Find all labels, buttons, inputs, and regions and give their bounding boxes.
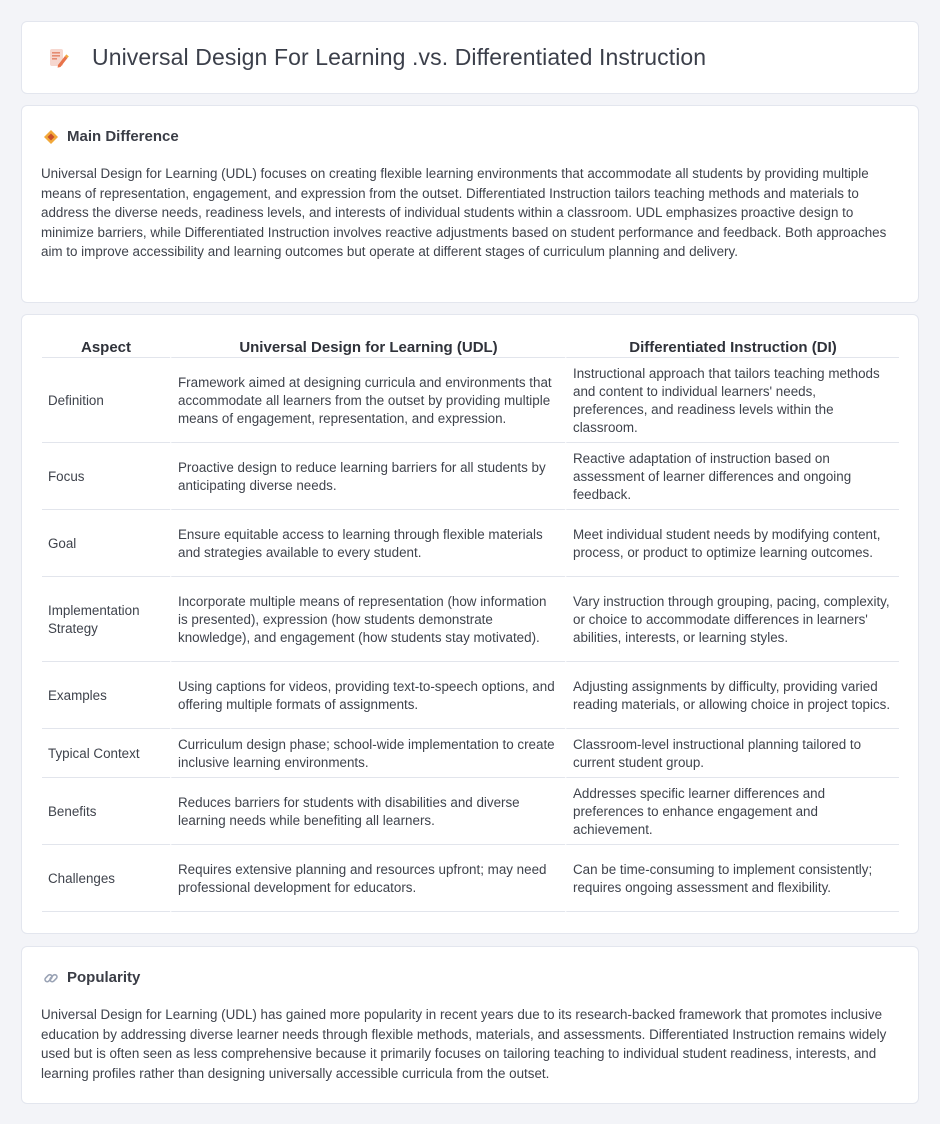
link-icon (43, 970, 59, 986)
row-aspect: Challenges (42, 845, 170, 912)
table-row (42, 778, 899, 845)
popularity-text: Universal Design for Learning (UDL) has gained more popularity in recent years due to its research-backed framework that promotes inclusive education by addressing diverse learner needs through flexible methods, materials, and assessments. Differentiated Instruction remains widely used but is often seen as less comprehensive because it primarily focuses on tailoring teaching to individual student readiness, interests, and learning profiles rather than designing universally accessible curricula from the outset. (41, 1007, 887, 1081)
popularity-header (43, 969, 140, 986)
diamond-icon (43, 129, 59, 145)
row-di: Meet individual student needs by modifying content, process, or product to optimize learning outcomes. (565, 510, 899, 577)
row-di: Classroom-level instructional planning tailored to current student group. (565, 729, 899, 778)
title-row (47, 44, 706, 71)
row-udl: Framework aimed at designing curricula and environments that accommodate all learners from the outset by providing multiple means of engagement, representation, and expression. (170, 358, 565, 443)
table-row (42, 577, 899, 662)
row-di: Vary instruction through grouping, pacing, complexity, or choice to accommodate differences in learners' abilities, interests, or learning styles. (565, 577, 899, 662)
row-udl: Using captions for videos, providing text-to-speech options, and offering multiple formats of assignments. (170, 662, 565, 729)
row-aspect: Typical Context (42, 729, 170, 778)
document-pencil-icon (47, 47, 69, 69)
row-di: Instructional approach that tailors teaching methods and content to individual learners' needs, preferences, and readiness levels within the classroom. (565, 358, 899, 443)
row-di: Addresses specific learner differences and preferences to enhance engagement and achievement. (565, 778, 899, 845)
popularity-card (21, 946, 919, 1104)
table-row (42, 510, 899, 577)
row-udl: Requires extensive planning and resources upfront; may need professional development for educators. (170, 845, 565, 912)
row-aspect: Definition (42, 358, 170, 443)
row-aspect: Implementation Strategy (42, 577, 170, 662)
popularity-title: Popularity (67, 969, 141, 986)
main-difference-text: Universal Design for Learning (UDL) focuses on creating flexible learning environments that accommodate all students by providing multiple means of representation, engagement, and expression from the outset. Differentiated Instruction tailors teaching methods and materials to address the diverse needs, readiness levels, and interests of individual students within a classroom. UDL emphasizes proactive design to minimize barriers, while Differentiated Instruction involves reactive adjustments based on student performance and feedback. Both approaches aim to improve accessibility and learning outcomes but operate at different stages of curriculum planning and delivery. (41, 166, 887, 260)
table-header-row (42, 335, 899, 358)
row-di: Reactive adaptation of instruction based on assessment of learner differences and ongoing feedback. (565, 443, 899, 510)
table-row (42, 443, 899, 510)
main-difference-card (21, 105, 919, 303)
row-udl: Reduces barriers for students with disabilities and diverse learning needs while benefiting all learners. (170, 778, 565, 845)
row-aspect: Focus (42, 443, 170, 510)
comparison-table (42, 335, 899, 912)
main-difference-header (43, 128, 179, 145)
row-udl: Incorporate multiple means of representation (how information is presented), expression (how students demonstrate knowledge), and engagement (how students stay motivated). (170, 577, 565, 662)
header-aspect: Aspect (42, 335, 170, 358)
page-title: Universal Design For Learning .vs. Differentiated Instruction (92, 44, 707, 70)
table-row (42, 358, 899, 443)
row-udl: Curriculum design phase; school-wide implementation to create inclusive learning environments. (170, 729, 565, 778)
main-difference-title: Main Difference (67, 128, 179, 145)
table-row (42, 662, 899, 729)
table-row (42, 729, 899, 778)
header-udl: Universal Design for Learning (UDL) (170, 335, 565, 358)
row-di: Can be time-consuming to implement consistently; requires ongoing assessment and flexibility. (565, 845, 899, 912)
row-di: Adjusting assignments by difficulty, providing varied reading materials, or allowing choice in project topics. (565, 662, 899, 729)
comparison-table-card (21, 314, 919, 934)
table-row (42, 845, 899, 912)
row-aspect: Benefits (42, 778, 170, 845)
row-aspect: Goal (42, 510, 170, 577)
row-udl: Ensure equitable access to learning through flexible materials and strategies available to every student. (170, 510, 565, 577)
row-udl: Proactive design to reduce learning barriers for all students by anticipating diverse needs. (170, 443, 565, 510)
row-aspect: Examples (42, 662, 170, 729)
header-di: Differentiated Instruction (DI) (565, 335, 899, 358)
header-card (21, 21, 919, 94)
